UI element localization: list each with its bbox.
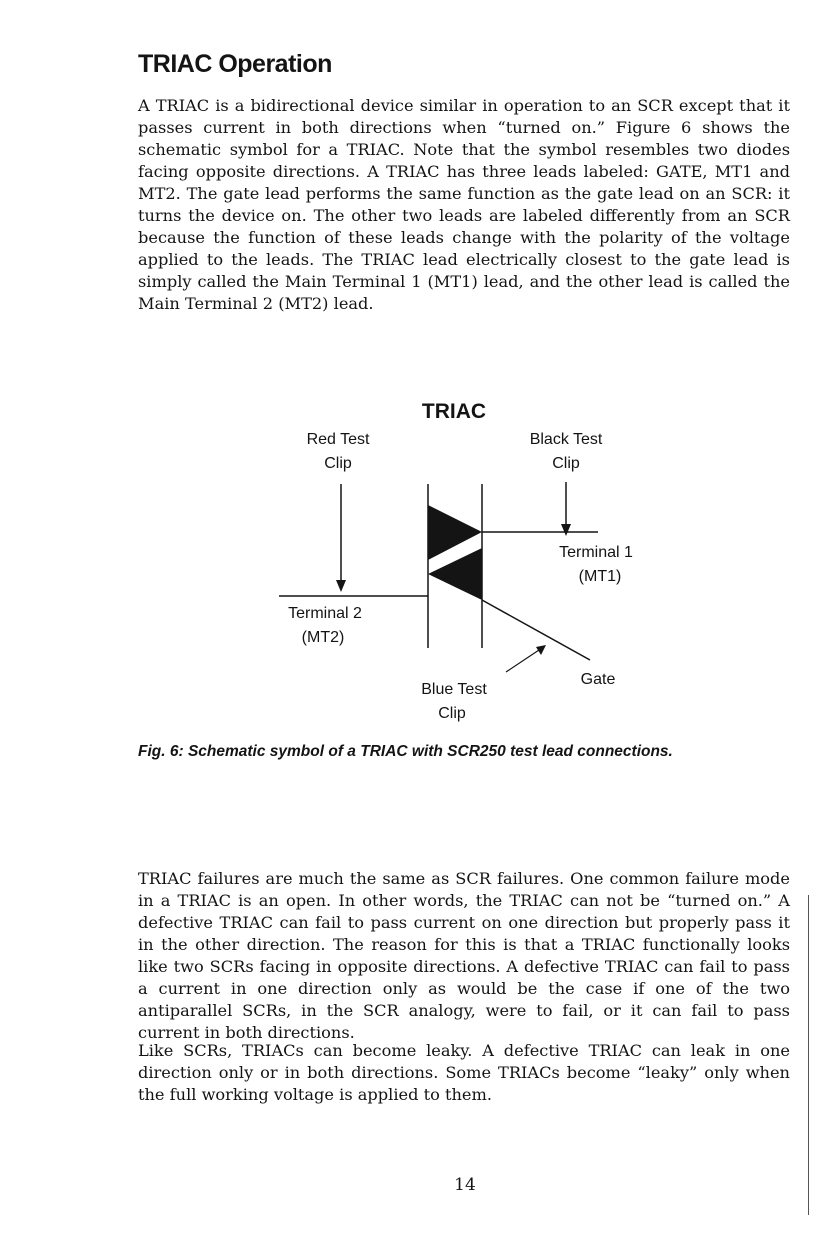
black-test-clip-label-line1: Black Test — [529, 431, 603, 448]
black-clip-arrow-icon — [561, 482, 571, 536]
blue-clip-arrow-icon — [506, 645, 546, 672]
gate-label: Gate — [580, 671, 616, 688]
terminal1-label-line2: (MT1) — [578, 568, 622, 585]
blue-test-clip-label-line2: Clip — [438, 705, 466, 722]
figure-title: TRIAC — [421, 400, 487, 423]
page-number: 14 — [454, 1175, 476, 1195]
failures-paragraph: TRIAC failures are much the same as SCR failures. One common failure mode in a TRIAC is an open. In other words, the TRIAC can not be “turned on.” A defective TRIAC can fail to pass current on one direction but properly pass it in the other direction. The reason for this is that a TRIAC functionally looks like two SCRs facing in opposite directions. A defective TRIAC can fail to pass a current in one direction only as would be the case if one of the two antiparallel SCRs, in the SCR analogy, were to fail, or it can fail to pass current in both directions. — [138, 869, 790, 1042]
red-test-clip-label-line1: Red Test — [306, 431, 370, 448]
red-test-clip-label-line2: Clip — [324, 455, 352, 472]
leaky-paragraph: Like SCRs, TRIACs can become leaky. A defective TRIAC can leak in one direction only or in both directions. Some TRIACs become “leaky” only when the full working voltage is applied to them. — [138, 1041, 790, 1104]
figure-caption: Fig. 6: Schematic symbol of a TRIAC with SCR250 test lead connections. — [138, 743, 673, 760]
terminal2-label-line1: Terminal 2 — [288, 605, 362, 622]
intro-paragraph: A TRIAC is a bidirectional device similar in operation to an SCR except that it passes current in both directions when “turned on.” Figure 6 shows the schematic symbol for a TRIAC. Note that the symbol resembles two diodes facing opposite directions. A TRIAC has three leads labeled: GATE, MT1 and MT2. The gate lead performs the same function as the gate lead on an SCR: it turns the device on. The other two leads are labeled differently from an SCR because the function of these leads change with the polarity of the voltage applied to the leads. The TRIAC lead electrically closest to the gate lead is simply called the Main Terminal 1 (MT1) lead, and the other lead is called the Main Terminal 2 (MT2) lead. — [138, 96, 790, 313]
terminal1-label-line1: Terminal 1 — [559, 544, 633, 561]
red-clip-arrow-icon — [336, 484, 346, 592]
blue-test-clip-label-line1: Blue Test — [421, 681, 487, 698]
page-edge-rule — [808, 895, 809, 1215]
black-test-clip-label-line2: Clip — [552, 455, 580, 472]
section-heading: TRIAC Operation — [138, 50, 332, 78]
terminal2-label-line2: (MT2) — [301, 629, 345, 646]
